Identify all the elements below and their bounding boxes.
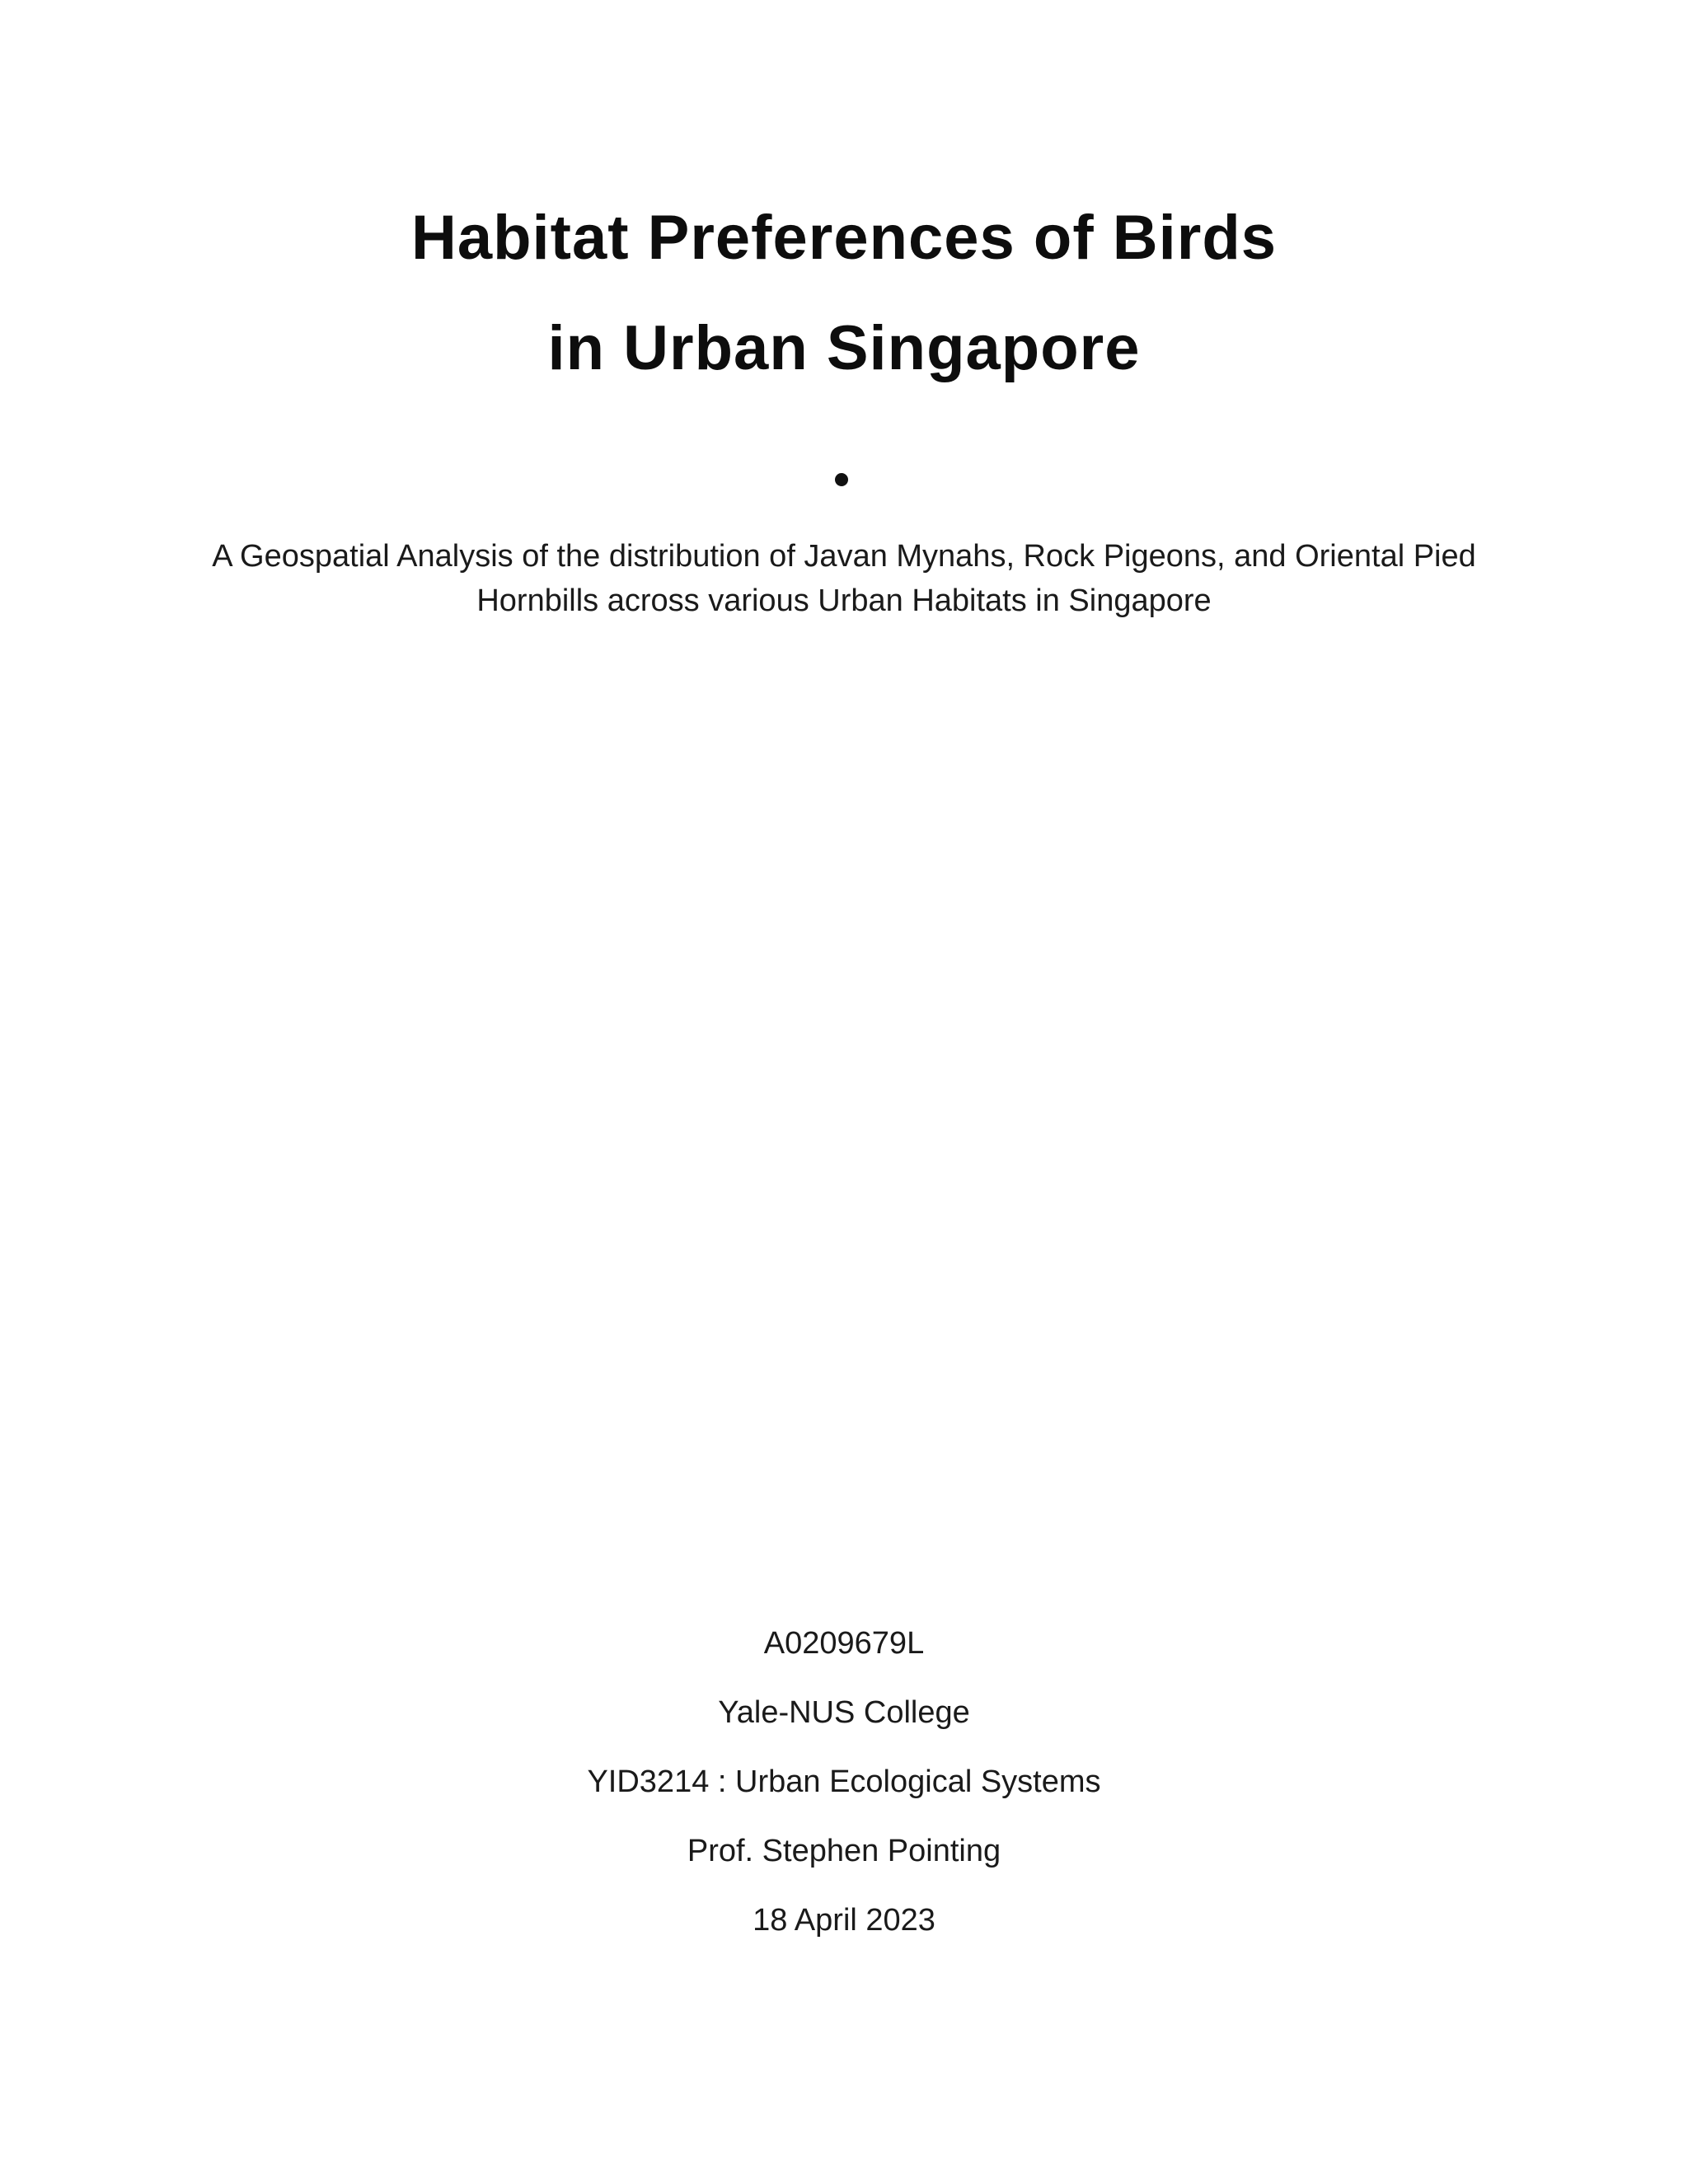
page-title-line-1: Habitat Preferences of Birds: [410, 203, 1278, 273]
professor-name: Prof. Stephen Pointing: [687, 1834, 1001, 1868]
course-name: YID3214 : Urban Ecological Systems: [587, 1765, 1101, 1799]
institution-name: Yale-NUS College: [718, 1695, 970, 1730]
page-title-line-2: in Urban Singapore: [547, 313, 1141, 383]
bullet-separator-icon: [835, 473, 848, 486]
student-id: A0209679L: [763, 1626, 925, 1661]
submission-date: 18 April 2023: [753, 1903, 935, 1938]
page-subtitle: A Geospatial Analysis of the distribution of Javan Mynahs, Rock Pigeons, and Oriental Pied Hornbills across various Urban Habitats in Singapore: [212, 539, 1476, 618]
